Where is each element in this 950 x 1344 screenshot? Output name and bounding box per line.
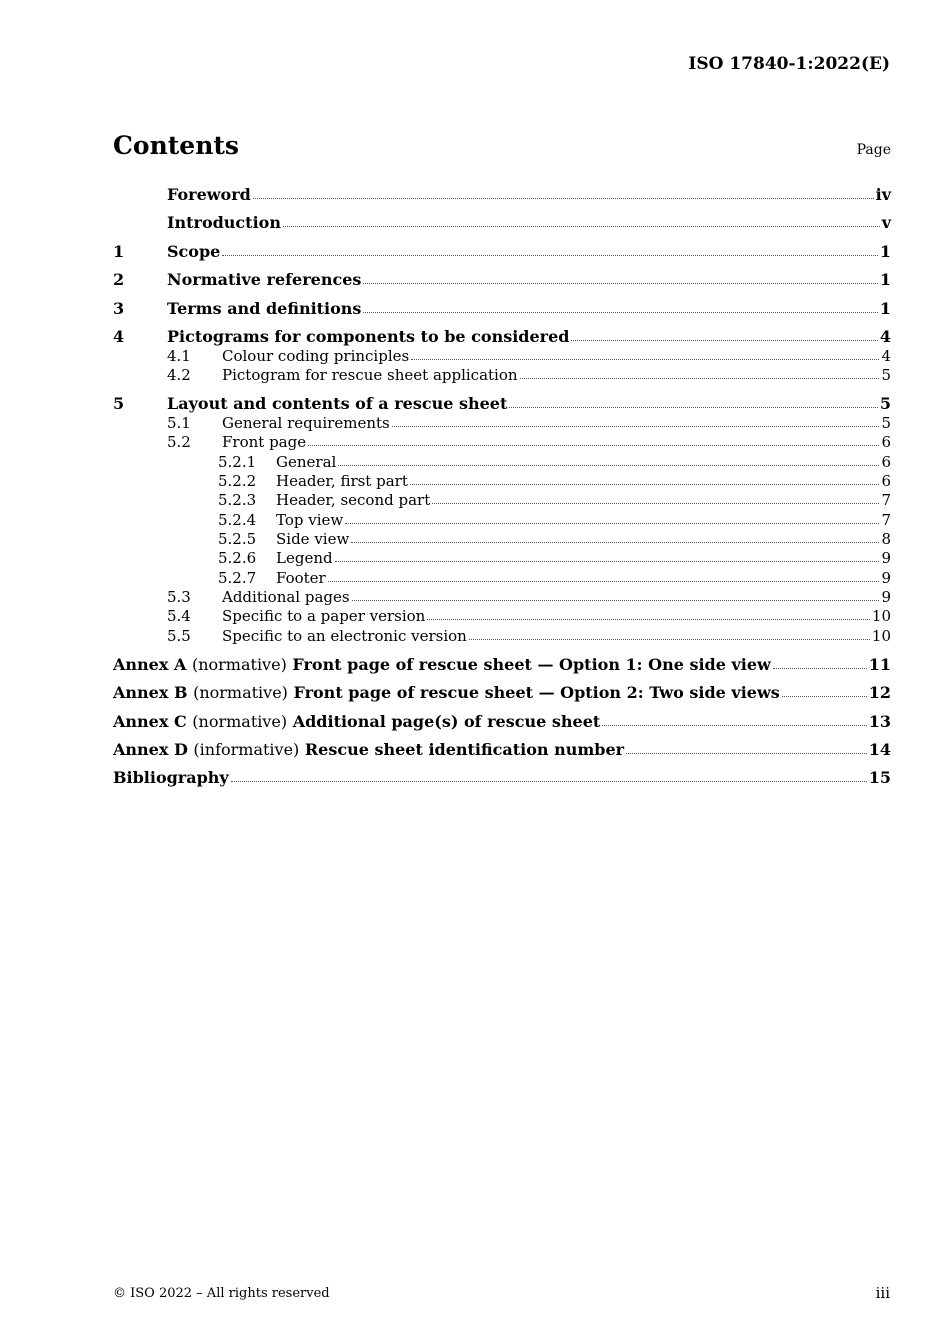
toc-entry-number: 4.1 <box>167 347 191 365</box>
toc-entry-title: General requirements <box>222 414 390 432</box>
toc-entry-page: 6 <box>881 433 891 451</box>
toc-dot-leader <box>328 581 880 582</box>
toc-entry-title: Scope <box>167 242 221 261</box>
toc-entry-title: Legend <box>276 549 333 567</box>
toc-entry-title: Layout and contents of a rescue sheet <box>167 394 508 413</box>
document-id: ISO 17840-1:2022(E) <box>688 54 890 74</box>
toc-entry-title: Specific to an electronic version <box>222 627 467 645</box>
toc-entry-number: 3 <box>113 299 125 318</box>
annex-kind: (informative) <box>193 740 300 759</box>
toc-entry[interactable] <box>113 242 891 261</box>
toc-entry-number: 5.2.6 <box>218 549 257 567</box>
toc-dot-leader <box>345 523 879 524</box>
toc-entry-page: 9 <box>881 569 891 587</box>
annex-label: Annex A <box>113 655 187 674</box>
toc-dot-leader <box>509 407 878 408</box>
toc-entry-page: 11 <box>868 655 891 674</box>
toc-entry-number: 5.2 <box>167 433 191 451</box>
toc-entry-title: Additional pages <box>222 588 350 606</box>
annex-label: Annex B <box>113 683 188 702</box>
toc-dot-leader <box>351 542 879 543</box>
toc-entry[interactable] <box>113 299 891 318</box>
toc-annex-entry[interactable] <box>113 712 891 731</box>
toc-entry[interactable] <box>113 366 891 384</box>
toc-entry[interactable] <box>113 433 891 451</box>
toc-bibliography-entry[interactable] <box>113 768 891 787</box>
toc-entry-title: Header, second part <box>276 491 431 509</box>
contents-heading: Contents <box>113 131 240 160</box>
toc-entry-number: 5.2.7 <box>218 569 257 587</box>
toc-entry-title: Side view <box>276 530 350 548</box>
toc-dot-leader <box>432 503 879 504</box>
toc-annex-title-group <box>113 712 600 731</box>
toc-entry-page: 14 <box>868 740 891 759</box>
toc-entry-page: 10 <box>871 607 891 625</box>
toc-entry-number: 5.2.1 <box>218 453 257 471</box>
toc-dot-leader <box>427 619 870 620</box>
toc-entry-page: 4 <box>879 327 891 346</box>
toc-entry-title: Front page <box>222 433 307 451</box>
toc-entry[interactable] <box>113 347 891 365</box>
annex-title: Front page of rescue sheet — Option 1: One side view <box>292 655 771 674</box>
toc-dot-leader <box>520 378 880 379</box>
toc-entry-title: Foreword <box>167 185 251 204</box>
toc-entry-number: 5.1 <box>167 414 191 432</box>
toc-dot-leader <box>773 668 867 669</box>
annex-kind: (normative) <box>191 655 287 674</box>
annex-title: Front page of rescue sheet — Option 2: Two side views <box>293 683 780 702</box>
toc-annex-entry[interactable] <box>113 683 891 702</box>
toc-entry-title: Pictograms for components to be considered <box>167 327 570 346</box>
page-column-label: Page <box>856 142 891 158</box>
toc-entry-number: 5.2.2 <box>218 472 257 490</box>
annex-title: Additional page(s) of rescue sheet <box>292 712 601 731</box>
toc-dot-leader <box>626 753 867 754</box>
annex-title: Rescue sheet identification number <box>304 740 625 759</box>
toc-entry-page: iv <box>875 185 891 204</box>
toc-entry-page: 7 <box>881 491 891 509</box>
toc-dot-leader <box>352 600 880 601</box>
toc-entry-page: 6 <box>881 472 891 490</box>
toc-entry-title: Footer <box>276 569 326 587</box>
toc-entry-page: 5 <box>879 394 891 413</box>
toc-entry[interactable] <box>113 213 891 232</box>
footer-copyright: © ISO 2022 – All rights reserved <box>113 1286 330 1301</box>
toc-entry-number: 5.5 <box>167 627 191 645</box>
toc-dot-leader <box>253 198 874 199</box>
toc-entry[interactable] <box>113 549 891 567</box>
toc-dot-leader <box>283 226 880 227</box>
toc-dot-leader <box>363 312 877 313</box>
toc-entry-number: 1 <box>113 242 125 261</box>
toc-dot-leader <box>308 445 879 446</box>
toc-entry[interactable] <box>113 270 891 289</box>
toc-entry-number: 5.4 <box>167 607 191 625</box>
toc-entry-number: 5.3 <box>167 588 191 606</box>
toc-entry-page: 4 <box>881 347 891 365</box>
toc-dot-leader <box>335 561 880 562</box>
toc-entry-title: Bibliography <box>113 768 229 787</box>
toc-dot-leader <box>469 639 870 640</box>
toc-entry[interactable] <box>113 588 891 606</box>
toc-entry[interactable] <box>113 569 891 587</box>
toc-entry[interactable] <box>113 394 891 413</box>
toc-entry[interactable] <box>113 414 891 432</box>
toc-dot-leader <box>338 465 879 466</box>
toc-entry-title: General <box>276 453 337 471</box>
toc-entry-title: Introduction <box>167 213 281 232</box>
toc-entry-number: 4.2 <box>167 366 191 384</box>
toc-dot-leader <box>411 359 879 360</box>
toc-entry-page: 13 <box>868 712 891 731</box>
toc-entry-page: 5 <box>881 414 891 432</box>
toc-entry-number: 5.2.3 <box>218 491 257 509</box>
toc-entry-page: 15 <box>868 768 891 787</box>
toc-dot-leader <box>410 484 880 485</box>
annex-label: Annex D <box>113 740 188 759</box>
annex-label: Annex C <box>113 712 187 731</box>
toc-entry-page: 5 <box>881 366 891 384</box>
toc-entry[interactable] <box>113 627 891 645</box>
toc-entry-title: Normative references <box>167 270 362 289</box>
toc-dot-leader <box>363 283 877 284</box>
toc-entry-title: Header, first part <box>276 472 408 490</box>
toc-annex-title-group <box>113 683 780 702</box>
toc-entry[interactable] <box>113 185 891 204</box>
toc-entry-page: 12 <box>868 683 891 702</box>
annex-kind: (normative) <box>192 712 288 731</box>
toc-dot-leader <box>602 725 866 726</box>
annex-kind: (normative) <box>193 683 288 702</box>
toc-entry-page: 10 <box>871 627 891 645</box>
toc-entry-title: Top view <box>276 511 344 529</box>
toc-entry[interactable] <box>113 607 891 625</box>
toc-entry-page: 9 <box>881 588 891 606</box>
toc-annex-entry[interactable] <box>113 655 891 674</box>
toc-entry-title: Specific to a paper version <box>222 607 426 625</box>
toc-dot-leader <box>782 696 867 697</box>
toc-dot-leader <box>231 781 867 782</box>
toc-annex-title-group <box>113 655 771 674</box>
toc-entry-page: 1 <box>879 270 891 289</box>
toc-entry-title: Pictogram for rescue sheet application <box>222 366 518 384</box>
toc-entry[interactable] <box>113 327 891 346</box>
toc-entry-number: 2 <box>113 270 125 289</box>
toc-entry-number: 5.2.5 <box>218 530 257 548</box>
toc-entry-page: 6 <box>881 453 891 471</box>
toc-entry[interactable] <box>113 511 891 529</box>
toc-dot-leader <box>392 426 880 427</box>
toc-entry-page: 1 <box>879 242 891 261</box>
toc-entry-page: 9 <box>881 549 891 567</box>
toc-entry[interactable] <box>113 453 891 471</box>
toc-dot-leader <box>571 340 877 341</box>
toc-entry-page: v <box>881 213 891 232</box>
toc-entry-number: 4 <box>113 327 125 346</box>
toc-entry[interactable] <box>113 472 891 490</box>
toc-entry-title: Colour coding principles <box>222 347 410 365</box>
toc-entry-page: 7 <box>881 511 891 529</box>
toc-entry-page: 8 <box>881 530 891 548</box>
toc-entry-page: 1 <box>879 299 891 318</box>
footer-page-number: iii <box>875 1284 890 1302</box>
toc-dot-leader <box>222 255 878 256</box>
toc-entry[interactable] <box>113 530 891 548</box>
toc-entry[interactable] <box>113 491 891 509</box>
toc-entry-title: Terms and definitions <box>167 299 362 318</box>
toc-annex-entry[interactable] <box>113 740 891 759</box>
toc-entry-number: 5.2.4 <box>218 511 257 529</box>
toc-entry-number: 5 <box>113 394 125 413</box>
toc-annex-title-group <box>113 740 624 759</box>
